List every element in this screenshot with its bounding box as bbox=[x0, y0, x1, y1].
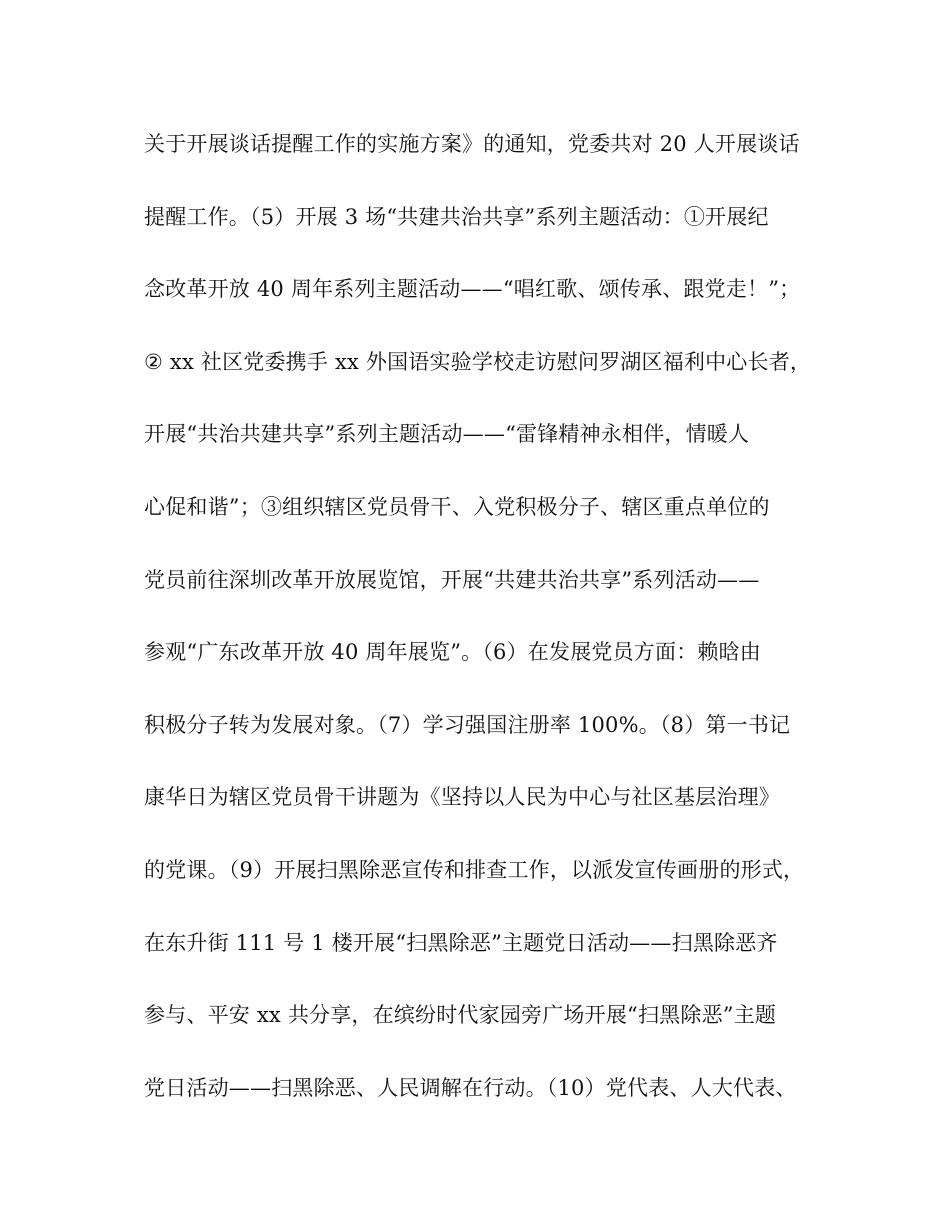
text-line: 参观“广东改革开放 40 周年展览”。（6）在发展党员方面：赖晗由 bbox=[144, 640, 762, 665]
text-line: 积极分子转为发展对象。（7）学习强国注册率 100%。（8）第一书记 bbox=[144, 712, 791, 737]
text-line: 在东升街 111 号 1 楼开展“扫黑除恶”主题党日活动——扫黑除恶齐 bbox=[144, 930, 778, 955]
text-line: ② xx 社区党委携手 xx 外国语实验学校走访慰问罗湖区福利中心长者， bbox=[144, 349, 812, 374]
text-line: 党日活动——扫黑除恶、人民调解在行动。（10）党代表、人大代表、 bbox=[144, 1075, 797, 1100]
text-line: 康华日为辖区党员骨干讲题为《坚持以人民为中心与社区基层治理》 bbox=[144, 785, 780, 810]
text-line: 念改革开放 40 周年系列主题活动——“唱红歌、颂传承、跟党走！”； bbox=[144, 277, 801, 302]
text-line: 参与、平安 xx 共分享，在缤纷时代家园旁广场开展“扫黑除恶”主题 bbox=[144, 1003, 777, 1028]
text-line: 开展“共治共建共享”系列主题活动——“雷锋精神永相伴，情暖人 bbox=[144, 422, 750, 447]
text-line: 提醒工作。（5）开展 3 场“共建共治共享”系列主题活动：①开展纪 bbox=[144, 204, 769, 229]
text-line: 党员前往深圳改革开放展览馆，开展“共建共治共享”系列活动—— bbox=[144, 567, 760, 592]
text-line: 的党课。（9）开展扫黑除恶宣传和排查工作，以派发宣传画册的形式， bbox=[144, 857, 805, 882]
text-line: 心促和谐”；③组织辖区党员骨干、入党积极分子、辖区重点单位的 bbox=[144, 494, 770, 519]
text-line: 关于开展谈话提醒工作的实施方案》的通知，党委共对 20 人开展谈话 bbox=[144, 132, 800, 156]
body-text bbox=[144, 124, 824, 1140]
